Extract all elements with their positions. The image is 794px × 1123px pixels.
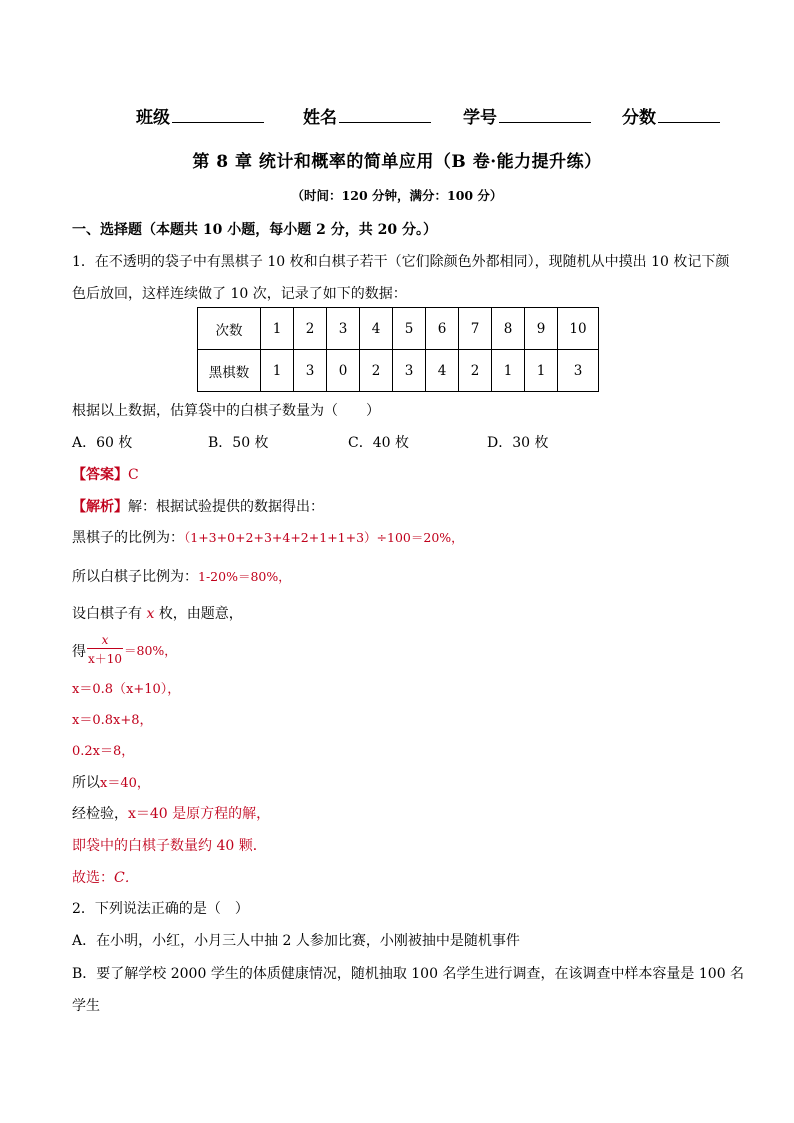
table-cell: 3 xyxy=(294,350,327,392)
name-field[interactable] xyxy=(303,103,431,128)
step-text: 得 xyxy=(72,644,86,660)
student-id-field[interactable] xyxy=(463,103,591,128)
q1-question: 根据以上数据，估算袋中的白棋子数量为（ ） xyxy=(72,403,380,419)
q1-stem-line1: 1．在不透明的袋子中有黑棋子 10 枚和白棋子若干（它们除颜色外都相同），现随机从中摸出 10 枚记下颜 xyxy=(72,254,730,270)
table-cell: 7 xyxy=(459,308,492,350)
table-header-cell: 黑棋数 xyxy=(198,350,261,392)
final-choice: C． xyxy=(114,870,139,886)
student-id-label: 学号 xyxy=(463,108,497,128)
table-cell: 1 xyxy=(525,350,558,392)
table-cell: 2 xyxy=(459,350,492,392)
step-text: 枚，由题意， xyxy=(158,606,243,622)
option-a: A．60 枚 xyxy=(72,435,133,451)
solution-step-4 xyxy=(72,641,86,661)
final-choice-line xyxy=(72,867,139,887)
solution-step-5: x＝0.8（x+10）， xyxy=(72,682,181,697)
option-b: B．50 枚 xyxy=(208,435,269,451)
solution-step-7: 0.2x＝8， xyxy=(72,744,135,759)
table-cell: 2 xyxy=(360,350,393,392)
step-expression: （1+3+0+2+3+4+2+1+1+3）÷100＝20%， xyxy=(184,530,464,545)
solution-step-3 xyxy=(72,603,243,623)
table-cell: 2 xyxy=(294,308,327,350)
table-cell: 1 xyxy=(492,350,525,392)
fraction-bar xyxy=(87,648,123,649)
solution-step-6: x＝0.8x+8， xyxy=(72,713,153,728)
class-label: 班级 xyxy=(136,108,170,128)
option-c: C．40 枚 xyxy=(348,435,409,451)
exam-time-info: （时间：120 分钟，满分：100 分） xyxy=(291,188,503,203)
step-text: 经检验， xyxy=(72,806,128,822)
student-info-row xyxy=(0,103,794,133)
section-heading: 一、选择题（本题共 10 小题，每小题 2 分，共 20 分。） xyxy=(72,222,437,238)
name-label: 姓名 xyxy=(303,108,337,128)
name-blank[interactable] xyxy=(339,104,431,123)
student-id-blank[interactable] xyxy=(499,104,591,123)
fraction-expression xyxy=(87,633,123,667)
step-text: 故选： xyxy=(72,870,114,886)
table-cell: 1 xyxy=(261,308,294,350)
step-expression: x＝40， xyxy=(100,776,150,791)
table-row xyxy=(198,350,599,392)
solution-step-8 xyxy=(72,772,150,792)
table-cell: 4 xyxy=(360,308,393,350)
analysis-label: 【解析】 xyxy=(72,499,128,515)
score-field[interactable] xyxy=(622,103,720,128)
table-cell: 8 xyxy=(492,308,525,350)
table-header-cell: 次数 xyxy=(198,308,261,350)
solution-step-2 xyxy=(72,566,291,586)
results-table xyxy=(197,307,599,392)
step-expression: 1-20%＝80%， xyxy=(198,569,291,584)
analysis-intro: 解：根据试验提供的数据得出： xyxy=(128,499,324,515)
table-cell: 3 xyxy=(393,350,426,392)
score-blank[interactable] xyxy=(658,104,720,123)
table-cell: 1 xyxy=(261,350,294,392)
q2-stem: 2．下列说法正确的是（ ） xyxy=(72,901,249,917)
option-d: D．30 枚 xyxy=(487,435,549,451)
answer-line xyxy=(72,464,139,484)
answer-label: 【答案】 xyxy=(72,467,128,483)
table-cell: 6 xyxy=(426,308,459,350)
q1-stem-line2: 色后放回，这样连续做了 10 次，记录了如下的数据： xyxy=(72,286,407,302)
class-blank[interactable] xyxy=(172,104,264,123)
q2-option-b-line1: B．要了解学校 2000 学生的体质健康情况，随机抽取 100 名学生进行调查，在该调查中样本容量是 100 名 xyxy=(72,966,745,982)
table-cell: 10 xyxy=(558,308,599,350)
table-cell: 9 xyxy=(525,308,558,350)
fraction-numerator: x xyxy=(101,633,109,647)
table-cell: 4 xyxy=(426,350,459,392)
step-4-result: ＝80%， xyxy=(124,643,177,658)
step-text: 所以 xyxy=(72,775,100,791)
step-expression: x＝40 是原方程的解， xyxy=(128,806,271,822)
q2-option-b-line2: 学生 xyxy=(72,998,100,1014)
table-cell: 3 xyxy=(327,308,360,350)
page-title: 第 8 章 统计和概率的简单应用（B 卷·能力提升练） xyxy=(192,152,602,172)
answer-value: C xyxy=(128,467,139,483)
fraction-denominator: x＋10 xyxy=(87,652,123,666)
step-text: 黑棋子的比例为： xyxy=(72,530,184,546)
analysis-line xyxy=(72,496,324,516)
table-cell: 0 xyxy=(327,350,360,392)
table-cell: 3 xyxy=(558,350,599,392)
step-text: 设白棋子有 xyxy=(72,606,142,622)
solution-conclusion: 即袋中的白棋子数量约 40 颗． xyxy=(72,838,267,854)
step-text: 所以白棋子比例为： xyxy=(72,569,198,585)
variable-x: x xyxy=(146,606,155,622)
table-cell: 5 xyxy=(393,308,426,350)
table-row xyxy=(198,308,599,350)
q2-option-a: A．在小明，小红，小月三人中抽 2 人参加比赛，小刚被抽中是随机事件 xyxy=(72,933,520,949)
class-field[interactable] xyxy=(136,103,264,128)
score-label: 分数 xyxy=(622,108,656,128)
solution-step-9 xyxy=(72,803,270,823)
solution-step-1 xyxy=(72,527,464,547)
